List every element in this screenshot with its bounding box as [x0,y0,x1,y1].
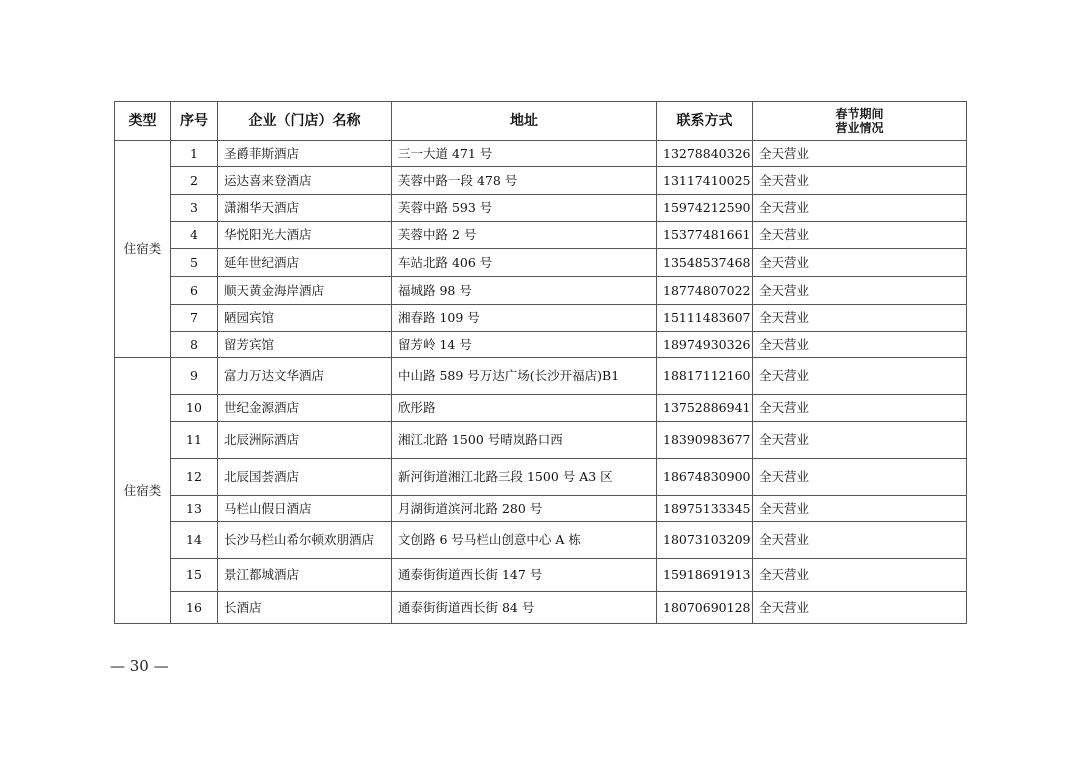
status-cell: 全天营业 [753,305,967,332]
phone-cell: 18070690128 [657,592,753,624]
name-cell: 潇湘华天酒店 [218,195,392,222]
status-cell: 全天营业 [753,522,967,559]
phone-cell: 15918691913 [657,559,753,592]
page-number: — 30 — [110,657,169,675]
phone-cell: 15974212590 [657,195,753,222]
name-cell: 北辰国荟酒店 [218,459,392,496]
seq-cell: 4 [171,222,218,249]
table-row [115,592,967,624]
table-row [115,167,967,195]
status-cell: 全天营业 [753,395,967,422]
phone-cell: 15111483607 [657,305,753,332]
seq-cell: 10 [171,395,218,422]
address-cell: 湘春路 109 号 [392,305,657,332]
table-row [115,559,967,592]
seq-cell: 1 [171,141,218,167]
header-status-line1: 春节期间 [835,107,884,121]
status-cell: 全天营业 [753,459,967,496]
name-cell: 景江都城酒店 [218,559,392,592]
table-row [115,249,967,277]
table-row [115,422,967,459]
seq-cell: 12 [171,459,218,496]
header-status [753,102,967,141]
seq-cell: 8 [171,332,218,358]
header-contact: 联系方式 [657,102,753,141]
seq-cell: 3 [171,195,218,222]
status-cell: 全天营业 [753,222,967,249]
status-cell: 全天营业 [753,559,967,592]
name-cell: 延年世纪酒店 [218,249,392,277]
name-cell: 世纪金源酒店 [218,395,392,422]
address-cell: 中山路 589 号万达广场(长沙开福店)B1 [392,358,657,395]
table-row [115,459,967,496]
address-cell: 通泰街街道西长街 147 号 [392,559,657,592]
table-row [115,358,967,395]
table-row [115,305,967,332]
table-row [115,141,967,167]
phone-cell: 18975133345 [657,496,753,522]
name-cell: 长沙马栏山希尔顿欢朋酒店 [218,522,392,559]
status-cell: 全天营业 [753,277,967,305]
name-cell: 长酒店 [218,592,392,624]
phone-cell: 13278840326 [657,141,753,167]
status-cell: 全天营业 [753,422,967,459]
phone-cell: 18390983677 [657,422,753,459]
table-body [115,141,967,624]
address-cell: 文创路 6 号马栏山创意中心 A 栋 [392,522,657,559]
table-row [115,195,967,222]
seq-cell: 11 [171,422,218,459]
phone-cell: 18817112160 [657,358,753,395]
category-cell: 住宿类 [115,141,171,358]
category-cell: 住宿类 [115,358,171,624]
seq-cell: 14 [171,522,218,559]
address-cell: 芙蓉中路一段 478 号 [392,167,657,195]
address-cell: 通泰街街道西长街 84 号 [392,592,657,624]
table-row [115,277,967,305]
address-cell: 湘江北路 1500 号晴岚路口西 [392,422,657,459]
name-cell: 富力万达文华酒店 [218,358,392,395]
name-cell: 陋园宾馆 [218,305,392,332]
seq-cell: 13 [171,496,218,522]
header-type: 类型 [115,102,171,141]
table-row [115,222,967,249]
name-cell: 圣爵菲斯酒店 [218,141,392,167]
table-row [115,395,967,422]
address-cell: 月湖街道滨河北路 280 号 [392,496,657,522]
table-row [115,332,967,358]
address-cell: 留芳岭 14 号 [392,332,657,358]
table-row [115,496,967,522]
name-cell: 运达喜来登酒店 [218,167,392,195]
header-seq: 序号 [171,102,218,141]
address-cell: 福城路 98 号 [392,277,657,305]
phone-cell: 13117410025 [657,167,753,195]
header-status-line2: 营业情况 [835,121,884,135]
name-cell: 北辰洲际酒店 [218,422,392,459]
seq-cell: 16 [171,592,218,624]
name-cell: 留芳宾馆 [218,332,392,358]
name-cell: 马栏山假日酒店 [218,496,392,522]
seq-cell: 7 [171,305,218,332]
name-cell: 华悦阳光大酒店 [218,222,392,249]
phone-cell: 18073103209 [657,522,753,559]
phone-cell: 18974930326 [657,332,753,358]
phone-cell: 18674830900 [657,459,753,496]
address-cell: 芙蓉中路 593 号 [392,195,657,222]
address-cell: 车站北路 406 号 [392,249,657,277]
status-cell: 全天营业 [753,496,967,522]
seq-cell: 15 [171,559,218,592]
seq-cell: 5 [171,249,218,277]
phone-cell: 18774807022 [657,277,753,305]
seq-cell: 2 [171,167,218,195]
status-cell: 全天营业 [753,358,967,395]
phone-cell: 13752886941 [657,395,753,422]
table-row [115,522,967,559]
table-header-row [115,102,967,141]
seq-cell: 6 [171,277,218,305]
header-address: 地址 [392,102,657,141]
address-cell: 三一大道 471 号 [392,141,657,167]
phone-cell: 15377481661 [657,222,753,249]
status-cell: 全天营业 [753,141,967,167]
phone-cell: 13548537468 [657,249,753,277]
header-name: 企业（门店）名称 [218,102,392,141]
status-cell: 全天营业 [753,249,967,277]
status-cell: 全天营业 [753,195,967,222]
business-table [114,101,967,624]
address-cell: 新河街道湘江北路三段 1500 号 A3 区 [392,459,657,496]
status-cell: 全天营业 [753,592,967,624]
address-cell: 芙蓉中路 2 号 [392,222,657,249]
name-cell: 顺天黄金海岸酒店 [218,277,392,305]
status-cell: 全天营业 [753,167,967,195]
status-cell: 全天营业 [753,332,967,358]
address-cell: 欣彤路 [392,395,657,422]
seq-cell: 9 [171,358,218,395]
